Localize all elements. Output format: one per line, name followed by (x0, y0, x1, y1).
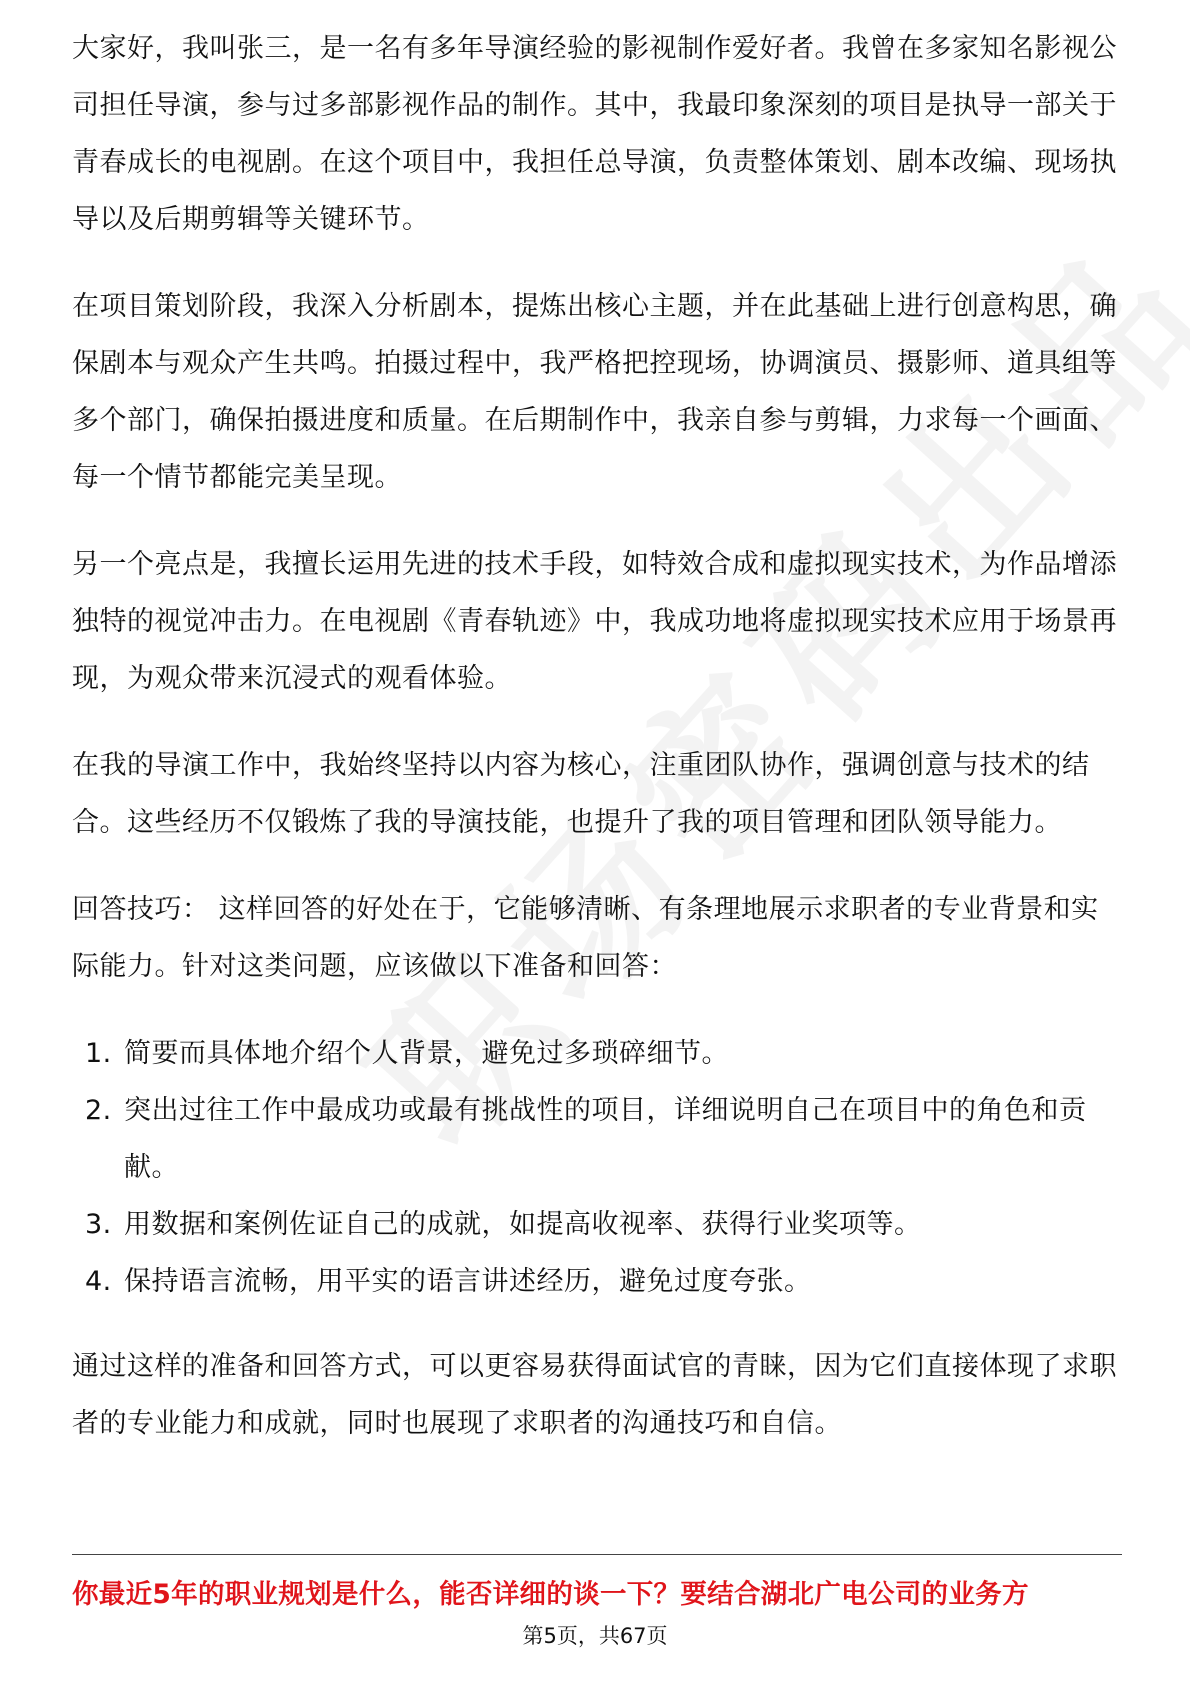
planning-paragraph: 在项目策划阶段，我深入分析剧本，提炼出核心主题，并在此基础上进行创意构思，确保剧本与观众产生共鸣。拍摄过程中，我严格把控现场，协调演员、摄影师、道具组等多个部门，确保拍摄进度和质量。在后期制作中，我亲自参与剪辑，力求每一个画面、每一个情节都能完美呈现。 (72, 291, 1117, 493)
technology-paragraph: 另一个亮点是，我擅长运用先进的技术手段，如特效合成和虚拟现实技术，为作品增添独特的视觉冲击力。在电视剧《青春轨迹》中，我成功地将虚拟现实技术应用于场景再现，为观众带来沉浸式的观看体验。 (72, 549, 1117, 694)
list-item-number: 4. (85, 1266, 112, 1297)
list-item (72, 1253, 1122, 1310)
list-item-text: 突出过往工作中最成功或最有挑战性的项目，详细说明自己在项目中的角色和贡献。 (124, 1095, 1087, 1183)
page-number: 第5页，共67页 (522, 1624, 668, 1648)
list-item-text: 简要而具体地介绍个人背景，避免过多琐碎细节。 (124, 1038, 729, 1069)
next-question-heading: 你最近5年的职业规划是什么，能否详细的谈一下？要结合湖北广电公司的业务方 (72, 1579, 1029, 1610)
summary-paragraph: 在我的导演工作中，我始终坚持以内容为核心，注重团队协作，强调创意与技术的结合。这些经历不仅锻炼了我的导演技能，也提升了我的项目管理和团队领导能力。 (72, 750, 1090, 838)
list-item-text: 保持语言流畅，用平实的语言讲述经历，避免过度夸张。 (124, 1266, 812, 1297)
document-body (72, 30, 1122, 1482)
list-item-number: 2. (85, 1095, 112, 1126)
list-item-number: 1. (85, 1038, 112, 1069)
list-item-number: 3. (85, 1209, 112, 1240)
list-item (72, 1082, 1122, 1196)
list-item (72, 1196, 1122, 1253)
list-item (72, 1025, 1122, 1082)
section-divider (72, 1554, 1122, 1555)
tips-list (72, 1025, 1122, 1310)
intro-paragraph: 大家好，我叫张三，是一名有多年导演经验的影视制作爱好者。我曾在多家知名影视公司担任导演，参与过多部影视作品的制作。其中，我最印象深刻的项目是执导一部关于青春成长的电视剧。在这个项目中，我担任总导演，负责整体策划、剧本改编、现场执导以及后期剪辑等关键环节。 (72, 33, 1117, 235)
list-item-text: 用数据和案例佐证自己的成就，如提高收视率、获得行业奖项等。 (124, 1209, 922, 1240)
closing-paragraph: 通过这样的准备和回答方式，可以更容易获得面试官的青睐，因为它们直接体现了求职者的专业能力和成就，同时也展现了求职者的沟通技巧和自信。 (72, 1351, 1117, 1439)
answer-tips-heading: 回答技巧： 这样回答的好处在于，它能够清晰、有条理地展示求职者的专业背景和实际能力。针对这类问题，应该做以下准备和回答： (72, 894, 1099, 982)
